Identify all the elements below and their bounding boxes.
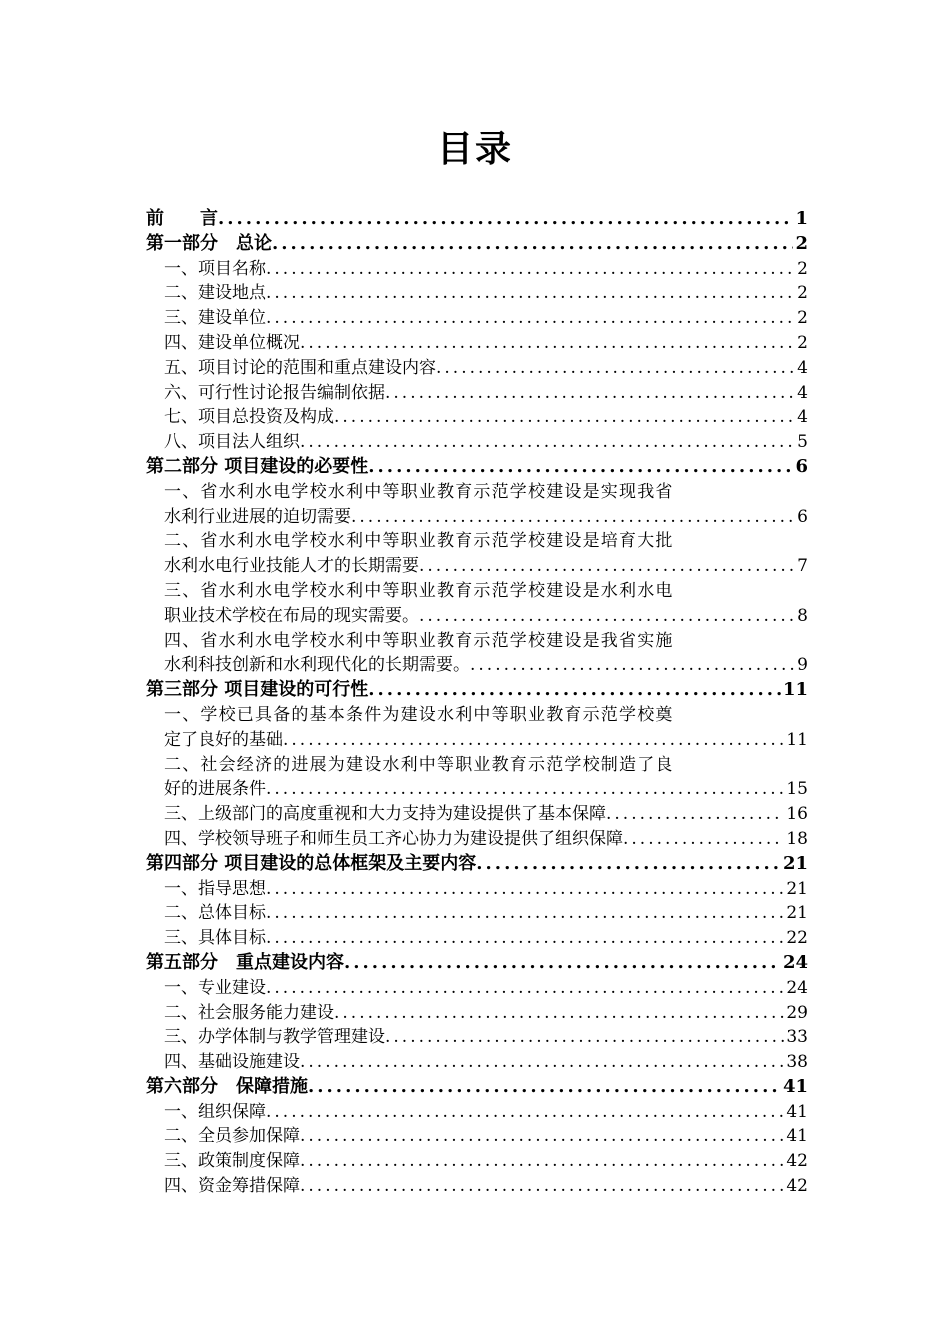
toc-entry-text: 七、项目总投资及构成 — [164, 407, 334, 428]
toc-entry[interactable] — [146, 356, 808, 381]
toc-section-entry[interactable] — [146, 207, 808, 232]
toc-page-number: 21 — [782, 852, 808, 874]
toc-page-number: 18 — [786, 828, 808, 849]
dot-leader — [266, 777, 784, 802]
toc-entry[interactable] — [146, 381, 808, 406]
toc-page-number: 24 — [786, 977, 808, 998]
toc-entry[interactable] — [146, 1025, 808, 1050]
dot-leader — [419, 554, 795, 579]
toc-entry-text: 一、省水利水电学校水利中等职业教育示范学校建设是实现我省 — [164, 481, 674, 502]
toc-entry[interactable] — [146, 1001, 808, 1026]
toc-page-number: 21 — [786, 903, 808, 924]
toc-page-number: 2 — [795, 232, 808, 254]
dot-leader — [218, 207, 793, 232]
page-title: 目录 — [436, 128, 513, 170]
toc-page-number: 15 — [786, 779, 808, 800]
toc-entry[interactable] — [146, 430, 808, 455]
toc-entry[interactable] — [146, 1174, 808, 1199]
toc-entry-text: 三、政策制度保障 — [164, 1151, 300, 1172]
toc-section-entry[interactable] — [146, 678, 808, 703]
toc-entry[interactable] — [146, 257, 808, 282]
toc-page-number: 6 — [797, 506, 808, 527]
dot-leader — [368, 678, 781, 703]
dot-leader — [419, 604, 795, 629]
toc-entry-text: 三、省水利水电学校水利中等职业教育示范学校建设是水利水电 — [164, 580, 674, 601]
dot-leader — [266, 926, 784, 951]
toc-entry-text: 一、专业建设 — [164, 977, 266, 998]
toc-entry-text: 第六部分 保障措施 — [146, 1075, 308, 1097]
toc-entry-text: 一、指导思想 — [164, 878, 266, 899]
toc-page-number: 4 — [797, 382, 808, 403]
dot-leader — [470, 653, 795, 678]
dot-leader — [266, 281, 795, 306]
toc-entry-text: 二、社会经济的进展为建设水利中等职业教育示范学校制造了良 — [164, 754, 674, 775]
toc-entry[interactable] — [146, 802, 808, 827]
toc-entry-text: 三、建设单位 — [164, 308, 266, 329]
toc-entry-text: 一、学校已具备的基本条件为建设水利中等职业教育示范学校奠 — [164, 704, 674, 725]
toc-page-number: 11 — [782, 679, 808, 701]
dot-leader — [368, 455, 793, 480]
toc-entry-text: 二、建设地点 — [164, 283, 266, 304]
toc-entry[interactable] — [146, 976, 808, 1001]
dot-leader — [266, 1100, 784, 1125]
dot-leader — [334, 405, 795, 430]
toc-page-number: 22 — [786, 928, 808, 949]
toc-entry[interactable] — [146, 281, 808, 306]
toc-page-number: 29 — [786, 1002, 808, 1023]
toc-entry-continuation[interactable] — [146, 728, 808, 753]
toc-entry[interactable] — [146, 1124, 808, 1149]
toc-page-number: 4 — [797, 407, 808, 428]
toc-page-number: 2 — [797, 332, 808, 353]
dot-leader — [266, 976, 784, 1001]
dot-leader — [606, 802, 784, 827]
dot-leader — [300, 430, 795, 455]
toc-page-number: 2 — [797, 283, 808, 304]
toc-entry-text: 一、组织保障 — [164, 1101, 266, 1122]
toc-section-entry[interactable] — [146, 951, 808, 976]
dot-leader — [266, 901, 784, 926]
toc-entry[interactable] — [146, 529, 808, 554]
toc-entry-text: 二、全员参加保障 — [164, 1126, 300, 1147]
toc-entry-continuation[interactable] — [146, 653, 808, 678]
dot-leader — [300, 1050, 784, 1075]
dot-leader — [266, 257, 795, 282]
dot-leader — [300, 1174, 784, 1199]
toc-entry-text: 定了良好的基础 — [164, 729, 283, 750]
toc-entry-continuation[interactable] — [146, 777, 808, 802]
toc-entry-text: 二、总体目标 — [164, 903, 266, 924]
toc-entry[interactable] — [146, 306, 808, 331]
toc-entry[interactable] — [146, 480, 808, 505]
toc-page-number: 41 — [782, 1075, 808, 1097]
toc-section-entry[interactable] — [146, 455, 808, 480]
table-of-contents — [146, 207, 808, 1199]
toc-entry-text: 三、具体目标 — [164, 928, 266, 949]
toc-page-number: 33 — [786, 1027, 808, 1048]
toc-entry[interactable] — [146, 877, 808, 902]
toc-entry[interactable] — [146, 579, 808, 604]
toc-section-entry[interactable] — [146, 852, 808, 877]
toc-entry-text: 八、项目法人组织 — [164, 432, 300, 453]
toc-page-number: 38 — [786, 1052, 808, 1073]
dot-leader — [334, 1001, 784, 1026]
toc-entry-text: 水利水电行业技能人才的长期需要 — [164, 556, 419, 577]
toc-page-number: 21 — [786, 878, 808, 899]
toc-page-number: 7 — [797, 556, 808, 577]
toc-page-number: 5 — [797, 432, 808, 453]
toc-entry-text: 四、建设单位概况 — [164, 332, 300, 353]
toc-entry-text: 四、基础设施建设 — [164, 1052, 300, 1073]
toc-entry-text: 水利行业进展的迫切需要 — [164, 506, 351, 527]
toc-page-number: 41 — [786, 1101, 808, 1122]
toc-section-entry[interactable] — [146, 1075, 808, 1100]
toc-entry-text: 第四部分 项目建设的总体框架及主要内容 — [146, 852, 477, 874]
toc-page-number: 8 — [797, 605, 808, 626]
toc-section-entry[interactable] — [146, 232, 808, 257]
dot-leader — [623, 827, 784, 852]
toc-page-number: 16 — [786, 804, 808, 825]
toc-page-number: 41 — [786, 1126, 808, 1147]
dot-leader — [385, 381, 795, 406]
toc-page-number: 24 — [782, 951, 808, 973]
toc-entry-text: 三、办学体制与教学管理建设 — [164, 1027, 385, 1048]
dot-leader — [283, 728, 784, 753]
dot-leader — [351, 505, 795, 530]
dot-leader — [344, 951, 781, 976]
toc-page-number: 1 — [795, 208, 808, 229]
toc-entry-text: 三、上级部门的高度重视和大力支持为建设提供了基本保障 — [164, 804, 606, 825]
toc-entry[interactable] — [146, 331, 808, 356]
toc-page-number: 2 — [797, 308, 808, 329]
dot-leader — [300, 1124, 784, 1149]
toc-page-number: 42 — [786, 1151, 808, 1172]
toc-entry-text: 五、项目讨论的范围和重点建设内容 — [164, 357, 436, 378]
dot-leader — [300, 1149, 784, 1174]
toc-entry[interactable] — [146, 926, 808, 951]
toc-entry[interactable] — [146, 1149, 808, 1174]
dot-leader — [266, 306, 795, 331]
toc-entry[interactable] — [146, 1100, 808, 1125]
toc-entry-text: 二、社会服务能力建设 — [164, 1002, 334, 1023]
dot-leader — [272, 232, 793, 257]
toc-entry-text: 二、省水利水电学校水利中等职业教育示范学校建设是培育大批 — [164, 531, 674, 552]
toc-entry[interactable] — [146, 1050, 808, 1075]
toc-entry-text: 第一部分 总论 — [146, 232, 272, 254]
toc-page-number: 9 — [797, 655, 808, 676]
dot-leader — [300, 331, 795, 356]
toc-entry-text: 第三部分 项目建设的可行性 — [146, 679, 369, 701]
toc-entry-text: 四、学校领导班子和师生员工齐心协力为建设提供了组织保障 — [164, 828, 623, 849]
toc-page-number: 11 — [786, 729, 808, 750]
toc-entry[interactable] — [146, 753, 808, 778]
toc-entry[interactable] — [146, 827, 808, 852]
toc-entry-text: 一、项目名称 — [164, 258, 266, 279]
toc-entry[interactable] — [146, 901, 808, 926]
toc-entry-text: 水利科技创新和水利现代化的长期需要。 — [164, 655, 470, 676]
toc-entry-text: 职业技术学校在布局的现实需要。 — [164, 605, 419, 626]
toc-entry-text: 好的进展条件 — [164, 779, 266, 800]
dot-leader — [266, 877, 784, 902]
toc-entry[interactable] — [146, 703, 808, 728]
toc-page-number: 4 — [797, 357, 808, 378]
toc-entry-text: 四、资金筹措保障 — [164, 1176, 300, 1197]
dot-leader — [476, 852, 781, 877]
toc-entry-text: 第五部分 重点建设内容 — [146, 951, 344, 973]
dot-leader — [308, 1075, 781, 1100]
toc-entry-text: 第二部分 项目建设的必要性 — [146, 455, 369, 477]
toc-entry-text: 四、省水利水电学校水利中等职业教育示范学校建设是我省实施 — [164, 630, 674, 651]
toc-entry-continuation[interactable] — [146, 505, 808, 530]
toc-entry-text: 六、可行性讨论报告编制依据 — [164, 382, 385, 403]
toc-entry-continuation[interactable] — [146, 554, 808, 579]
toc-entry[interactable] — [146, 629, 808, 654]
toc-entry[interactable] — [146, 405, 808, 430]
dot-leader — [436, 356, 795, 381]
dot-leader — [385, 1025, 784, 1050]
toc-page-number: 2 — [797, 258, 808, 279]
toc-page-number: 6 — [795, 455, 808, 477]
toc-page-number: 42 — [786, 1176, 808, 1197]
toc-entry-text: 前 言 — [146, 208, 218, 229]
toc-entry-continuation[interactable] — [146, 604, 808, 629]
